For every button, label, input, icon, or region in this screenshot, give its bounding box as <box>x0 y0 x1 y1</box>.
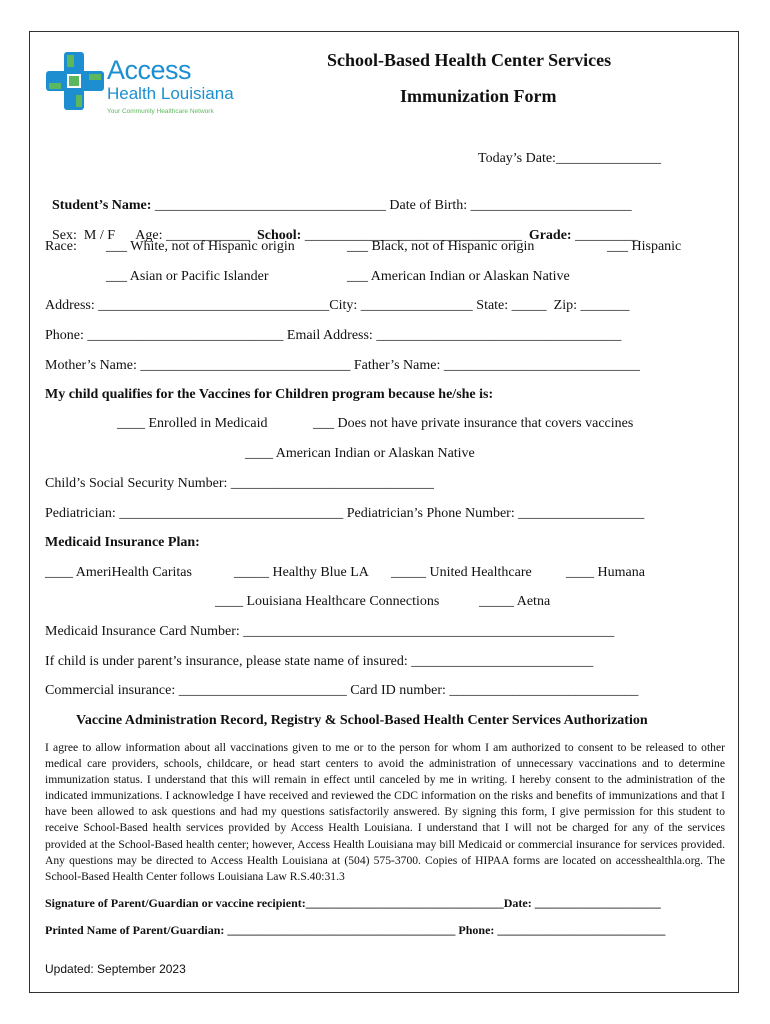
race-option-native[interactable]: ___ American Indian or Alaskan Native <box>347 269 570 284</box>
student-name-and-dob-field[interactable]: _________________________________ Date of Birth: _______________________ <box>151 198 632 213</box>
race-option-white[interactable]: ___ White, not of Hispanic origin <box>106 239 295 254</box>
student-name-label: Student’s Name: <box>52 198 152 213</box>
access-health-logo <box>44 50 244 120</box>
plan-option-aetna[interactable]: _____ Aetna <box>479 594 551 609</box>
todays-date-field[interactable]: Today’s Date:_______________ <box>478 151 661 166</box>
cross-icon <box>44 50 106 112</box>
plan-option-united[interactable]: _____ United Healthcare <box>391 565 532 580</box>
school-field[interactable]: _______________________________ <box>301 228 522 243</box>
address-row[interactable]: Address: _________________________________City: ________________ State: _____ Zip: _______ <box>45 298 630 313</box>
vfc-heading: My child qualifies for the Vaccines for Children program because he/she is: <box>45 387 494 402</box>
phone-email-row[interactable]: Phone: ____________________________ Email Address: ___________________________________ <box>45 328 622 343</box>
ssn-row[interactable]: Child’s Social Security Number: _____________________________ <box>45 476 434 491</box>
form-title: School-Based Health Center Services <box>327 50 612 70</box>
vfc-option-native[interactable]: ____ American Indian or Alaskan Native <box>245 446 475 461</box>
vfc-option-no-private-insurance[interactable]: ___ Does not have private insurance that covers vaccines <box>313 416 634 431</box>
school-label: School: <box>256 228 302 243</box>
plan-option-amerihealth[interactable]: ____ AmeriHealth Caritas <box>45 565 192 580</box>
vfc-option-medicaid[interactable]: ____ Enrolled in Medicaid <box>117 416 268 431</box>
grade-label: Grade: <box>528 228 572 243</box>
sex-age-field[interactable]: Sex: M / F Age: ____________ <box>52 228 250 243</box>
medicaid-plan-heading: Medicaid Insurance Plan: <box>45 535 200 550</box>
race-option-asian[interactable]: ___ Asian or Pacific Islander <box>106 269 269 284</box>
plan-option-lhc[interactable]: ____ Louisiana Healthcare Connections <box>215 594 440 609</box>
parent-insurance-row[interactable]: If child is under parent’s insurance, please state name of insured: __________________________ <box>45 654 594 669</box>
race-label: Race: <box>45 239 77 254</box>
plan-option-healthy-blue[interactable]: _____ Healthy Blue LA <box>234 565 369 580</box>
plan-option-humana[interactable]: ____ Humana <box>566 565 645 580</box>
logo-word-access: Access <box>107 55 192 85</box>
commercial-insurance-row[interactable]: Commercial insurance: ________________________ Card ID number: ___________________________ <box>45 683 639 698</box>
logo-tagline: Your Community Healthcare Network <box>107 108 214 115</box>
printed-name-row[interactable]: Printed Name of Parent/Guardian: ______________________________________ Phone: ____________________________ <box>45 923 666 937</box>
form-subtitle: Immunization Form <box>400 86 557 106</box>
parents-names-row[interactable]: Mother’s Name: ______________________________ Father’s Name: ____________________________ <box>45 358 640 373</box>
grade-field[interactable]: _________ <box>571 228 639 243</box>
authorization-heading: Vaccine Administration Record, Registry & School-Based Health Center Services Authorization <box>76 713 648 728</box>
authorization-text: I agree to allow information about all vaccinations given to me or to the person for whom I am authorized to consent to be released to other medical care providers, schools, childcare, or head start centers to avoid the administration of unnecessary vaccinations and to determine immunization status. I understand that this will remain in effect until canceled by me in writing. I hereby consent to the administration of the indicated immunizations. I acknowledge I have received and reviewed the CDC information on the risks and benefits of immunizations and that I have been allowed to ask questions and had my questions satisfactorily answered. By signing this form, I give permission for this student to receive School-Based health services provided by Access Health Louisiana. I understand that I will not be charged for any of the services provided at the School-Based health center; however, Access Health Louisiana may bill Medicaid or commercial insurance for services provided. Any questions may be directed to Access Health Louisiana at (504) 575-3700. Copies of HIPAA forms are located on accesshealthla.org. The School-Based Health Center follows Louisiana Law R.S.40:31.3 <box>45 741 725 883</box>
updated-date: Updated: September 2023 <box>45 962 186 976</box>
race-option-black[interactable]: ___ Black, not of Hispanic origin <box>347 239 535 254</box>
medicaid-card-row[interactable]: Medicaid Insurance Card Number: _____________________________________________________ <box>45 624 615 639</box>
logo-word-health-louisiana: Health Louisiana <box>107 84 234 103</box>
signature-row[interactable]: Signature of Parent/Guardian or vaccine recipient:_________________________________Date: _____________________ <box>45 896 661 910</box>
race-option-hispanic[interactable]: ___ Hispanic <box>607 239 682 254</box>
pediatrician-row[interactable]: Pediatrician: ________________________________ Pediatrician’s Phone Number: __________________ <box>45 506 645 521</box>
